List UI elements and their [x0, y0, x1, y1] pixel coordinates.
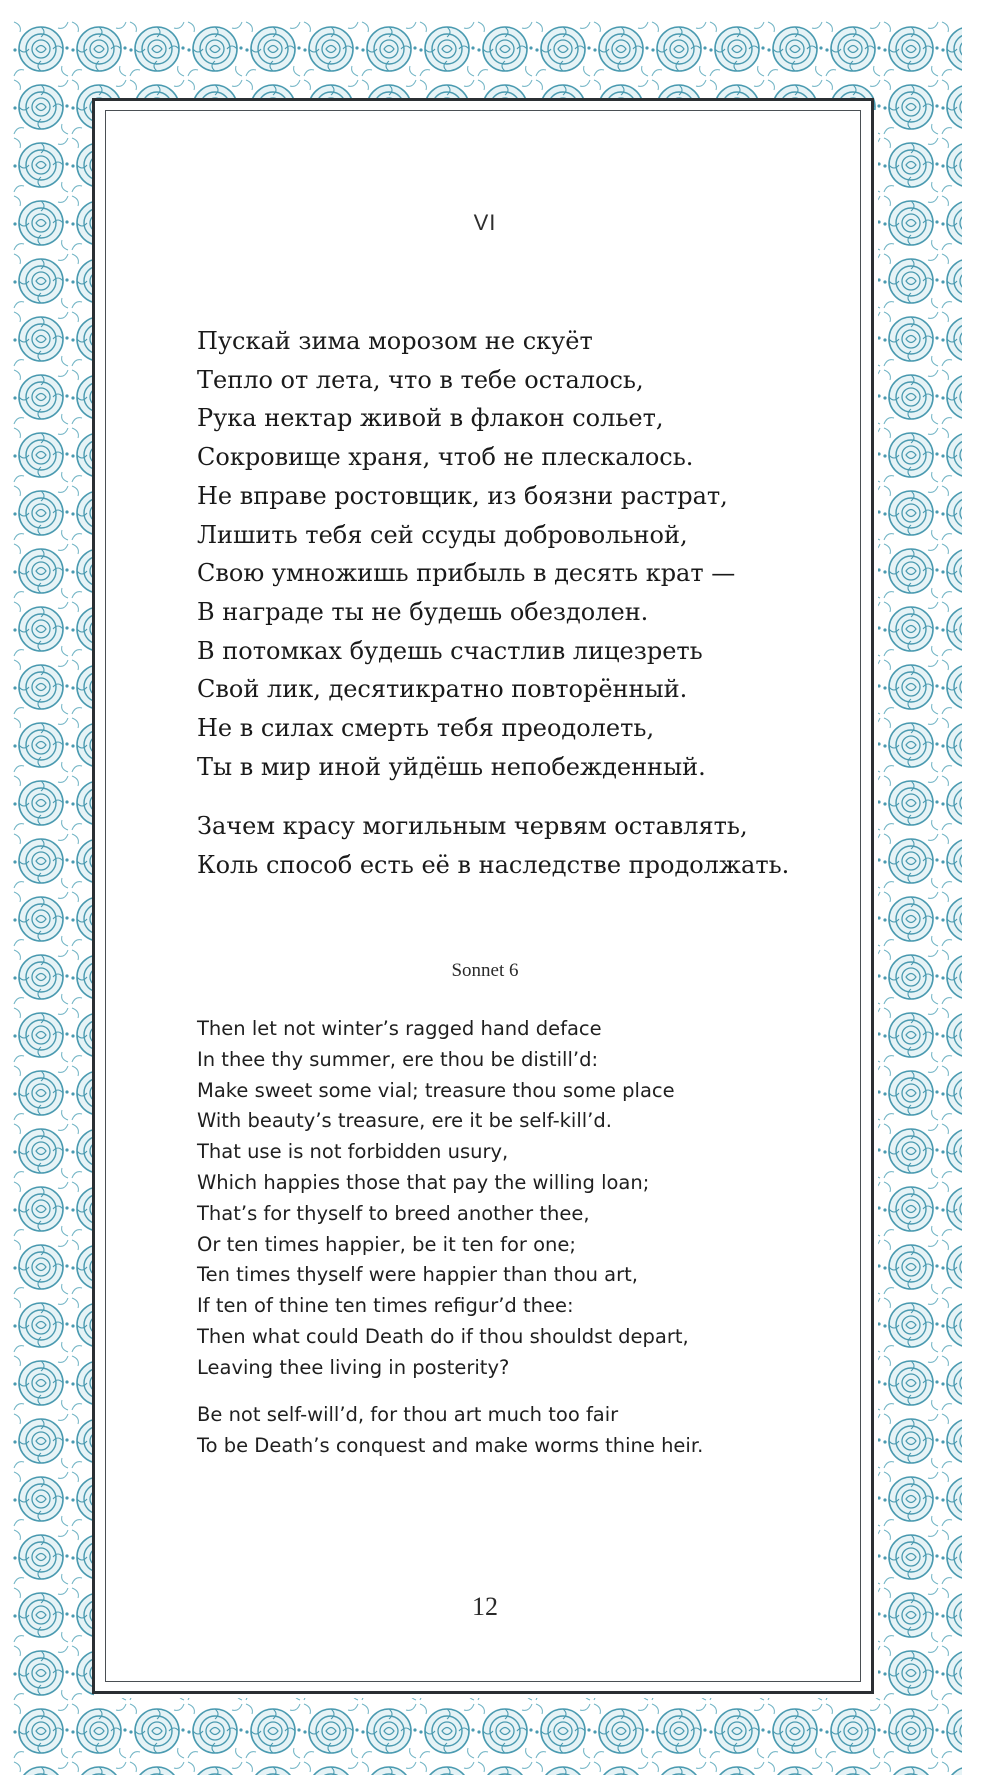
poem-line: Зачем красу могильным червям оставлять, — [197, 812, 748, 840]
russian-poem-couplet — [197, 807, 837, 885]
poem-line: Не в силах смерть тебя преодолеть, — [197, 714, 655, 743]
poem-line: Make sweet some vial; treasure thou some place — [197, 1078, 675, 1102]
poem-line: Коль способ есть её в наследстве продолжать. — [197, 851, 790, 879]
poem-line: That use is not forbidden usury, — [197, 1140, 509, 1164]
poem-line: Leaving thee living in posterity? — [197, 1355, 510, 1379]
poem-line: Be not self-will’d, for thou art much too fair — [197, 1403, 619, 1426]
poem-line: Не вправе ростовщик, из боязни растрат, — [197, 481, 728, 510]
poem-line: With beauty’s treasure, ere it be self-kill’d. — [197, 1109, 612, 1133]
sonnet-numeral: VI — [473, 210, 497, 235]
poem-line: В награде ты не будешь обездолен. — [197, 597, 649, 626]
poem-line: Свою умножишь прибыль в десять крат — — [197, 559, 736, 588]
poem-line: To be Death’s conquest and make worms thine heir. — [197, 1434, 704, 1457]
russian-poem-stanza — [197, 322, 817, 786]
poem-line: If ten of thine ten times refigur’d thee: — [197, 1294, 574, 1318]
poem-line: That’s for thyself to breed another thee, — [197, 1201, 590, 1225]
poem-line: Or ten times happier, be it ten for one; — [197, 1232, 576, 1256]
poem-line: Ten times thyself were happier than thou art, — [197, 1263, 638, 1287]
poem-line: Свой лик, десятикратно повторённый. — [197, 675, 688, 704]
poem-line: В потомках будешь счастлив лицезреть — [197, 636, 703, 665]
poem-line: Пускай зима морозом не скуёт — [197, 327, 593, 355]
poem-line: Тепло от лета, что в тебе осталось, — [197, 365, 644, 394]
sonnet-title: Sonnet 6 — [451, 960, 519, 981]
poem-line: Ты в мир иной уйдёшь непобежденный. — [197, 752, 706, 781]
poem-line: Рука нектар живой в флакон сольет, — [197, 404, 664, 433]
page-number: 12 — [472, 1592, 498, 1621]
poem-line: In thee thy summer, ere thou be distill’d: — [197, 1047, 599, 1071]
poem-line: Then let not winter’s ragged hand deface — [197, 1017, 602, 1040]
english-poem-couplet — [197, 1399, 817, 1461]
poem-line: Which happies those that pay the willing loan; — [197, 1170, 650, 1194]
poem-line: Сокровище храня, чтоб не плескалось. — [197, 443, 694, 472]
poem-line: Then what could Death do if thou shouldst depart, — [197, 1324, 689, 1348]
english-poem-stanza — [197, 1014, 817, 1384]
poem-line: Лишить тебя сей ссуды добровольной, — [197, 520, 688, 549]
